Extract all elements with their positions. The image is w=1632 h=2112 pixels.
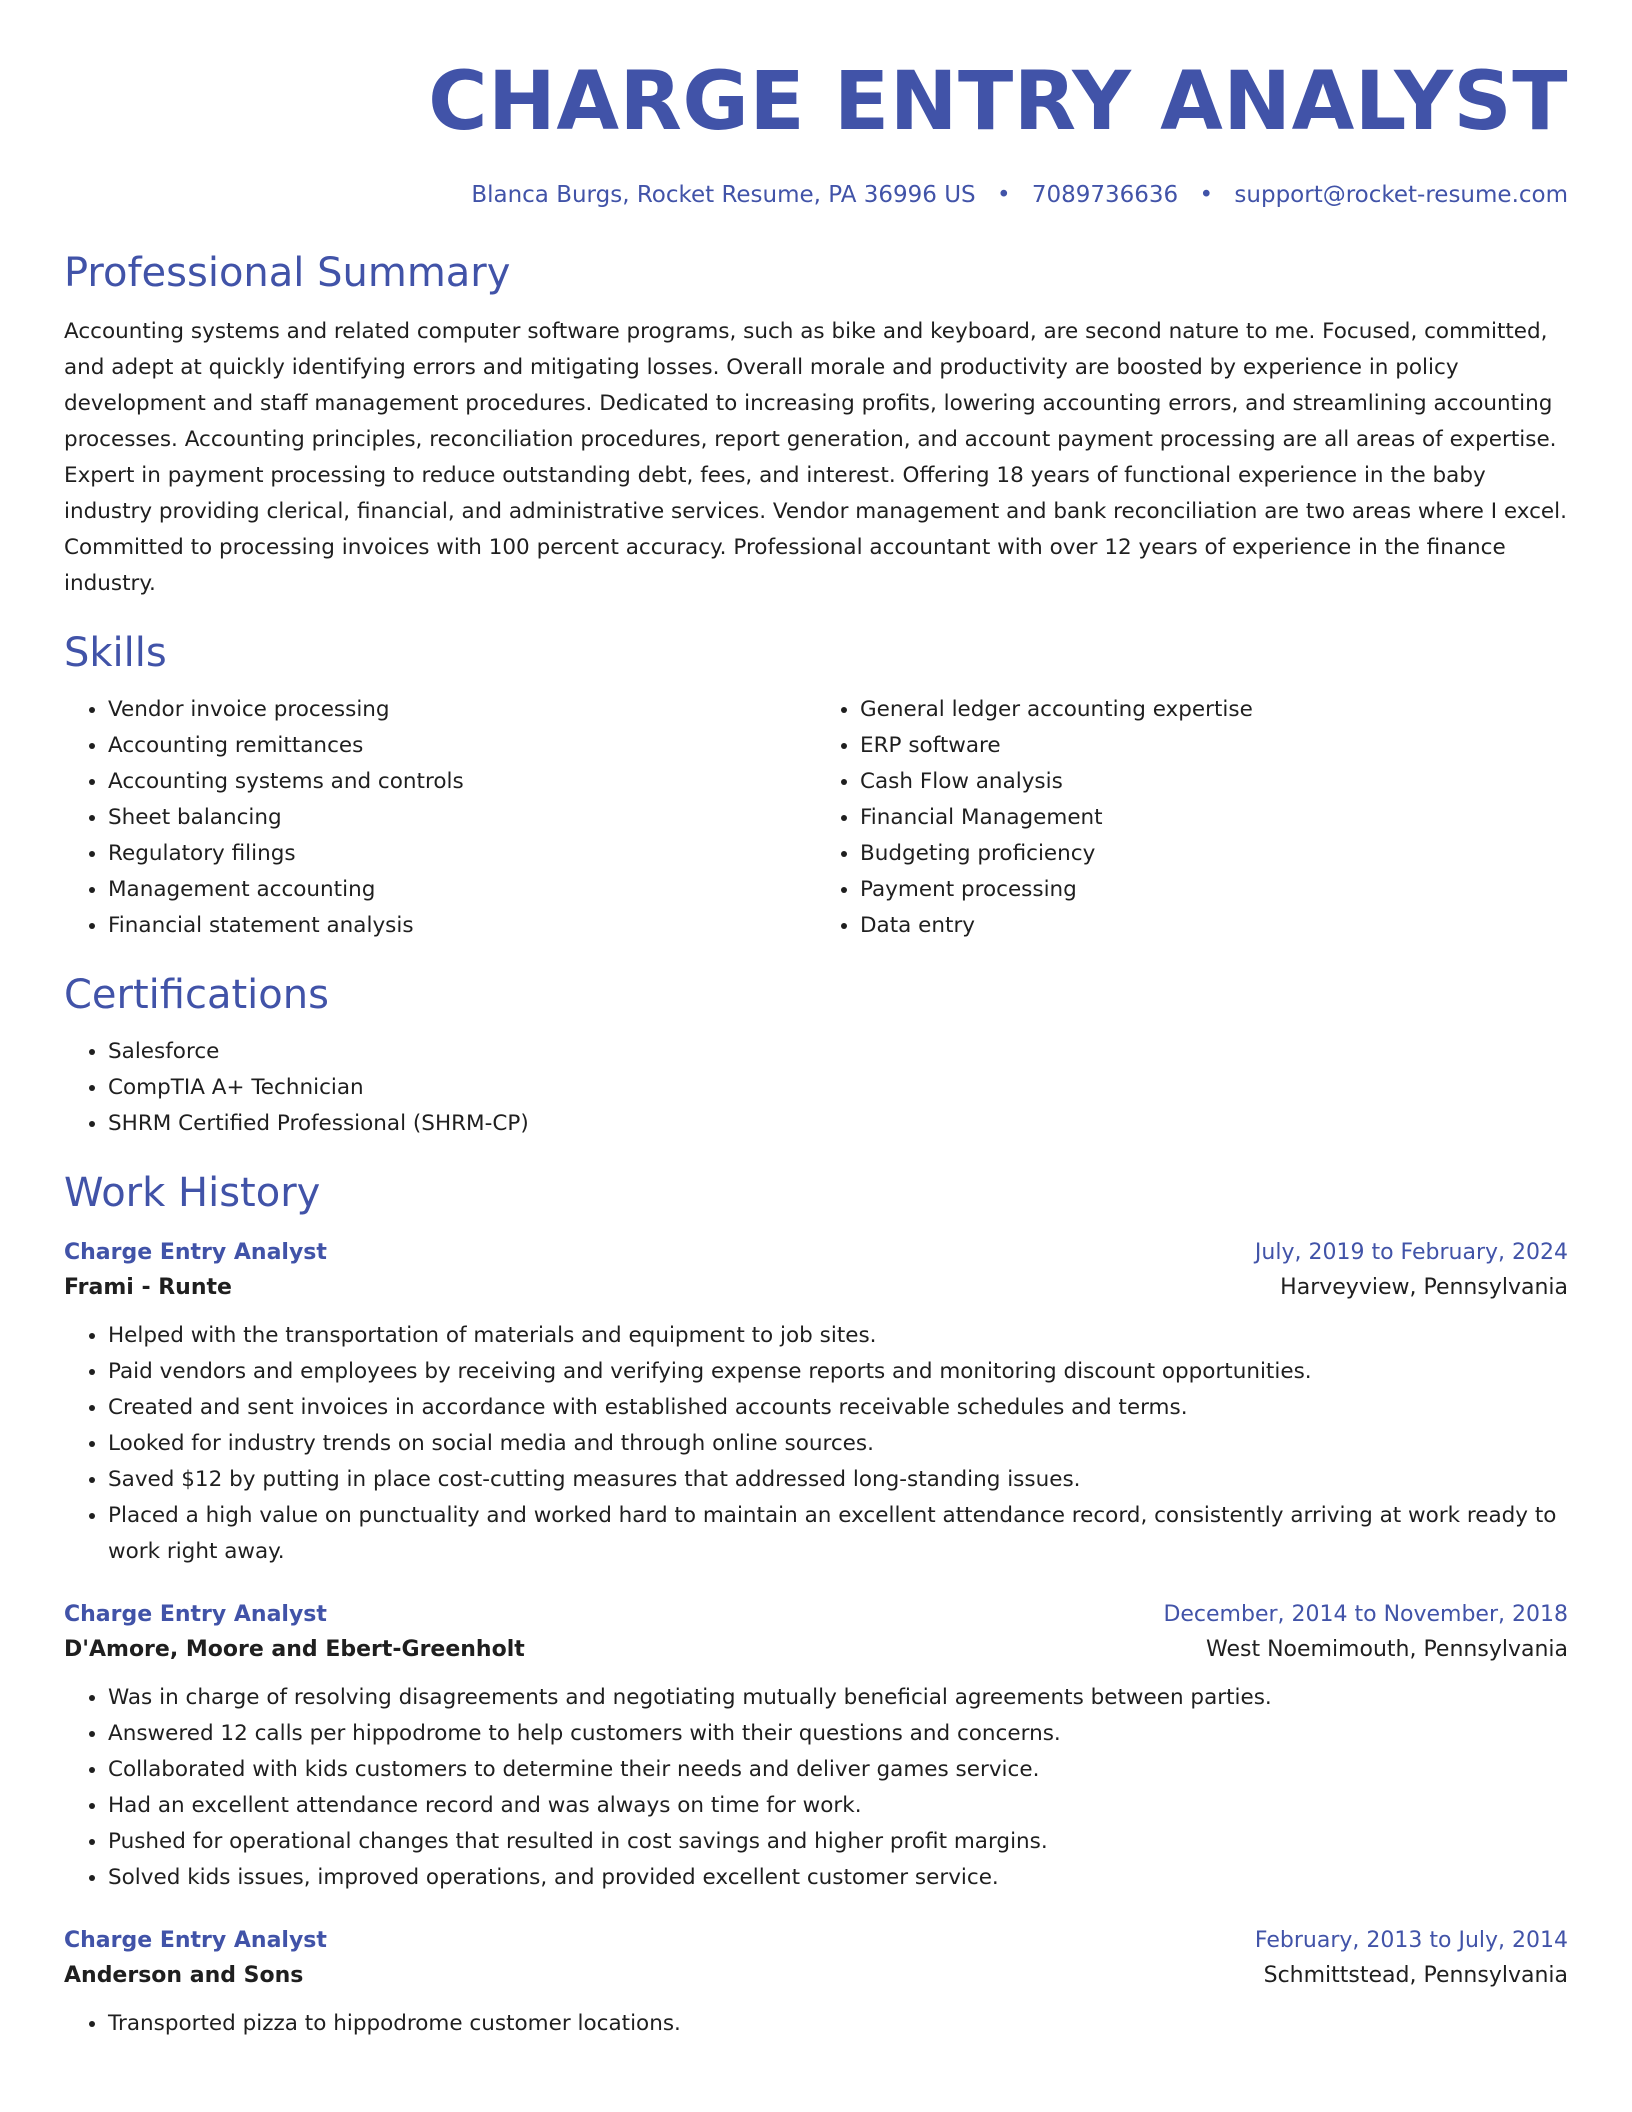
job-duty: • Helped with the transportation of materials and equipment to job sites.	[108, 1318, 1568, 1354]
job-duty: • Transported pizza to hippodrome customer locations.	[108, 2006, 1568, 2042]
job-company: D'Amore, Moore and Ebert-Greenholt	[64, 1637, 525, 1662]
job-dates: December, 2014 to November, 2018	[1163, 1602, 1568, 1627]
certification-item: • CompTIA A+ Technician	[108, 1070, 1568, 1106]
skill-item: • Sheet balancing	[108, 800, 816, 836]
job-duty: • Was in charge of resolving disagreements and negotiating mutually beneficial agreements between parties.	[108, 1680, 1568, 1716]
skill-item: • Financial Management	[860, 800, 1568, 836]
job-duty: • Collaborated with kids customers to determine their needs and deliver games service.	[108, 1752, 1568, 1788]
job-duty: • Placed a high value on punctuality and worked hard to maintain an excellent attendance record, consistently arriving at work ready to work right away.	[108, 1498, 1568, 1570]
contact-phone: 7089736636	[1031, 182, 1179, 208]
skill-item: • Payment processing	[860, 872, 1568, 908]
skill-item: • Data entry	[860, 908, 1568, 944]
job-role: Charge Entry Analyst	[64, 1928, 327, 1953]
job-role: Charge Entry Analyst	[64, 1602, 327, 1627]
job-role: Charge Entry Analyst	[64, 1240, 327, 1265]
skill-item: • Cash Flow analysis	[860, 764, 1568, 800]
job-entry	[64, 1926, 1568, 2042]
job-duty: • Answered 12 calls per hippodrome to help customers with their questions and concerns.	[108, 1716, 1568, 1752]
skill-item: • ERP software	[860, 728, 1568, 764]
job-company-row	[64, 1630, 1568, 1670]
skills-list-left	[64, 692, 816, 944]
job-header-row	[64, 1600, 1568, 1630]
job-header-row	[64, 1238, 1568, 1268]
summary-text: Accounting systems and related computer software programs, such as bike and keyboard, are second nature to me. Focused, committed, and adept at quickly identifying errors and mitigating losses. Overall morale and productivity are boosted by experience in policy development and staff management procedures. Dedicated to increasing profits, lowering accounting errors, and streamlining accounting processes. Accounting principles, reconciliation procedures, report generation, and account payment processing are all areas of expertise. Expert in payment processing to reduce outstanding debt, fees, and interest. Offering 18 years of functional experience in the baby industry providing clerical, financial, and administrative services. Vendor management and bank reconciliation are two areas where I excel. Committed to processing invoices with 100 percent accuracy. Professional accountant with over 12 years of experience in the finance industry.	[64, 319, 1567, 596]
skill-item: • General ledger accounting expertise	[860, 692, 1568, 728]
skills-list-right	[816, 692, 1568, 944]
certification-item: • SHRM Certified Professional (SHRM-CP)	[108, 1106, 1568, 1142]
job-duty: • Had an excellent attendance record and was always on time for work.	[108, 1788, 1568, 1824]
certifications-list	[64, 1034, 1568, 1142]
job-company-row	[64, 1268, 1568, 1308]
contact-separator: •	[1199, 182, 1214, 208]
skills-heading: Skills	[64, 630, 167, 676]
certifications-heading: Certifications	[64, 972, 329, 1018]
skill-item: • Management accounting	[108, 872, 816, 908]
summary-heading: Professional Summary	[64, 250, 511, 296]
work-history-heading: Work History	[64, 1170, 321, 1216]
job-company: Frami - Runte	[64, 1275, 232, 1300]
job-company: Anderson and Sons	[64, 1963, 304, 1988]
job-entry	[64, 1600, 1568, 1896]
resume-title: CHARGE ENTRY ANALYST	[428, 55, 1568, 149]
skill-item: • Vendor invoice processing	[108, 692, 816, 728]
job-duty: • Saved $12 by putting in place cost-cutting measures that addressed long-standing issues.	[108, 1462, 1568, 1498]
job-duty: • Created and sent invoices in accordance with established accounts receivable schedules and terms.	[108, 1390, 1568, 1426]
job-dates: February, 2013 to July, 2014	[1254, 1928, 1568, 1953]
skill-item: • Budgeting proficiency	[860, 836, 1568, 872]
skill-item: • Financial statement analysis	[108, 908, 816, 944]
job-company-row	[64, 1956, 1568, 1996]
skill-item: • Accounting systems and controls	[108, 764, 816, 800]
job-duties-list	[64, 1680, 1568, 1896]
job-location: West Noemimouth, Pennsylvania	[1205, 1637, 1568, 1662]
job-duties-list	[64, 2006, 1568, 2042]
job-entry	[64, 1238, 1568, 1570]
job-duty: • Looked for industry trends on social media and through online sources.	[108, 1426, 1568, 1462]
job-duty: • Solved kids issues, improved operations, and provided excellent customer service.	[108, 1860, 1568, 1896]
skill-item: • Accounting remittances	[108, 728, 816, 764]
contact-line	[64, 180, 1568, 210]
job-location: Schmittstead, Pennsylvania	[1263, 1963, 1568, 1988]
contact-email: support@rocket-resume.com	[1234, 182, 1568, 208]
skill-item: • Regulatory filings	[108, 836, 816, 872]
skills-grid	[64, 692, 1568, 944]
certification-item: • Salesforce	[108, 1034, 1568, 1070]
job-dates: July, 2019 to February, 2024	[1254, 1240, 1568, 1265]
job-duty: • Pushed for operational changes that resulted in cost savings and higher profit margins.	[108, 1824, 1568, 1860]
contact-address: Blanca Burgs, Rocket Resume, PA 36996 US	[471, 182, 976, 208]
contact-separator: •	[996, 182, 1011, 208]
job-duty: • Paid vendors and employees by receiving and verifying expense reports and monitoring discount opportunities.	[108, 1354, 1568, 1390]
job-header-row	[64, 1926, 1568, 1956]
job-duties-list	[64, 1318, 1568, 1570]
job-location: Harveyview, Pennsylvania	[1280, 1275, 1568, 1300]
